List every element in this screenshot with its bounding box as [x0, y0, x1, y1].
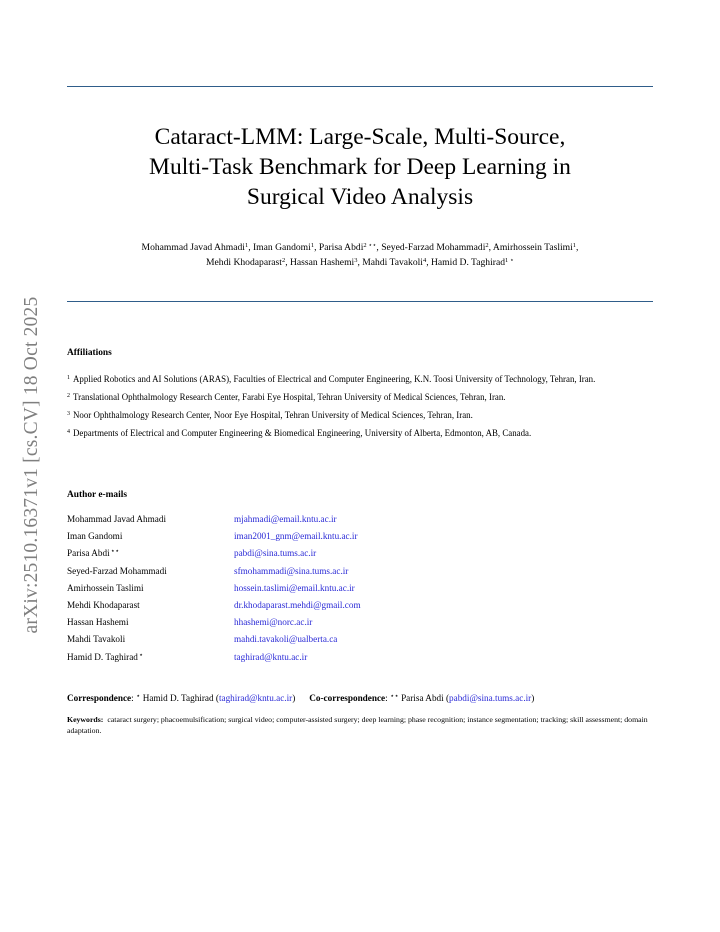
affiliation-item: $^4$ Departments of Electrical and Computer Engineering & Biomedical Engineering, University of Alberta, Edmonton, AB, Canada.: [67, 428, 532, 438]
author: Hassan Hashemi$^3$,: [289, 257, 363, 268]
email-link[interactable]: pabdi@sina.tums.ac.ir: [234, 548, 317, 559]
email-link[interactable]: dr.khodaparast.mehdi@gmail.com: [234, 599, 361, 610]
correspondence-line: Correspondence: ⋆ Hamid D. Taghirad (taghirad@kntu.ac.ir) Co-correspondence: ⋆⋆ Parisa Abdi (pabdi@sina.tums.ac.ir): [67, 692, 535, 703]
email-link[interactable]: iman2001_gnm@email.kntu.ac.ir: [234, 531, 358, 542]
author: Iman Gandomi$^1$,: [252, 242, 319, 253]
affiliation-item: $^1$ Applied Robotics and AI Solutions (ARAS), Faculties of Electrical and Computer Engineering, K.N. Toosi University of Technology, Tehran, Iran.: [67, 374, 596, 384]
affiliation-item: $^3$ Noor Ophthalmology Research Center, Noor Eye Hospital, Tehran University of Medical Sciences, Tehran, Iran.: [67, 410, 473, 420]
email-row: Hamid D. Taghirad⋆ taghirad@kntu.ac.ir: [67, 650, 308, 662]
affiliations-list: [67, 374, 655, 446]
author: Seyed-Farzad Mohammadi$^2$,: [381, 242, 493, 253]
author: Hamid D. Taghirad$^{1 ⋆}$: [431, 257, 514, 268]
correspondence-label: Correspondence: [67, 693, 132, 703]
email-row: Mohammad Javad Ahmadi mjahmadi@email.kntu.ac.ir: [67, 514, 337, 524]
paper-title: [67, 122, 653, 212]
email-link[interactable]: hossein.taslimi@email.kntu.ac.ir: [234, 582, 355, 593]
author: Mohammad Javad Ahmadi$^1$,: [141, 242, 253, 253]
author-list: [60, 240, 660, 270]
email-link[interactable]: sfmohammadi@sina.tums.ac.ir: [234, 565, 349, 576]
keywords-text: cataract surgery; phacoemulsification; surgical video; computer-assisted surgery; deep learning; phase recognition; instance segmentation; tracking; skill assessment; domain adaptation.: [67, 715, 648, 735]
email-row: Seyed-Farzad Mohammadi sfmohammadi@sina.tums.ac.ir: [67, 565, 349, 576]
email-row: Mahdi Tavakoli mahdi.tavakoli@ualberta.ca: [67, 634, 338, 645]
email-row: Mehdi Khodaparast dr.khodaparast.mehdi@gmail.com: [67, 599, 361, 610]
author: Amirhossein Taslimi$^1$,: [492, 242, 579, 253]
email-row: Hassan Hashemi hhashemi@norc.ac.ir: [67, 617, 313, 628]
author: Mahdi Tavakoli$^4$,: [362, 257, 431, 268]
co-correspondence-email-link[interactable]: pabdi@sina.tums.ac.ir: [449, 693, 532, 703]
affiliation-item: $^2$ Translational Ophthalmology Research Center, Farabi Eye Hospital, Tehran University of Medical Sciences, Tehran, Iran.: [67, 392, 506, 402]
co-correspondence-label: Co-correspondence: [309, 693, 386, 703]
email-row: Parisa Abdi⋆⋆ pabdi@sina.tums.ac.ir: [67, 547, 317, 559]
emails-heading: Author e-mails: [67, 490, 127, 500]
author: Parisa Abdi$^{2 ⋆⋆}$,: [318, 242, 382, 253]
title-bottom-rule: [67, 301, 653, 302]
email-link[interactable]: hhashemi@norc.ac.ir: [234, 617, 313, 628]
title-top-rule: [67, 86, 653, 87]
correspondence-email-link[interactable]: taghirad@kntu.ac.ir: [218, 693, 293, 703]
title-line-1: Cataract-LMM: Large-Scale, Multi-Source,: [154, 124, 566, 150]
email-row: Amirhossein Taslimi hossein.taslimi@email.kntu.ac.ir: [67, 582, 355, 593]
keywords: [67, 715, 657, 736]
email-row: Iman Gandomi iman2001_gnm@email.kntu.ac.ir: [67, 531, 358, 542]
author-emails-table: [67, 514, 567, 669]
title-line-3: Surgical Video Analysis: [246, 184, 474, 210]
arxiv-stamp: arXiv:2510.16371v1 [cs.CV] 18 Oct 2025: [21, 296, 42, 634]
author: Mehdi Khodaparast$^2$,: [206, 257, 290, 268]
email-link[interactable]: mjahmadi@email.kntu.ac.ir: [234, 514, 337, 524]
email-link[interactable]: taghirad@kntu.ac.ir: [234, 651, 308, 662]
title-line-2: Multi-Task Benchmark for Deep Learning in: [149, 154, 571, 180]
affiliations-heading: Affiliations: [67, 348, 112, 358]
keywords-label: Keywords:: [67, 715, 104, 724]
email-link[interactable]: mahdi.tavakoli@ualberta.ca: [234, 634, 338, 645]
